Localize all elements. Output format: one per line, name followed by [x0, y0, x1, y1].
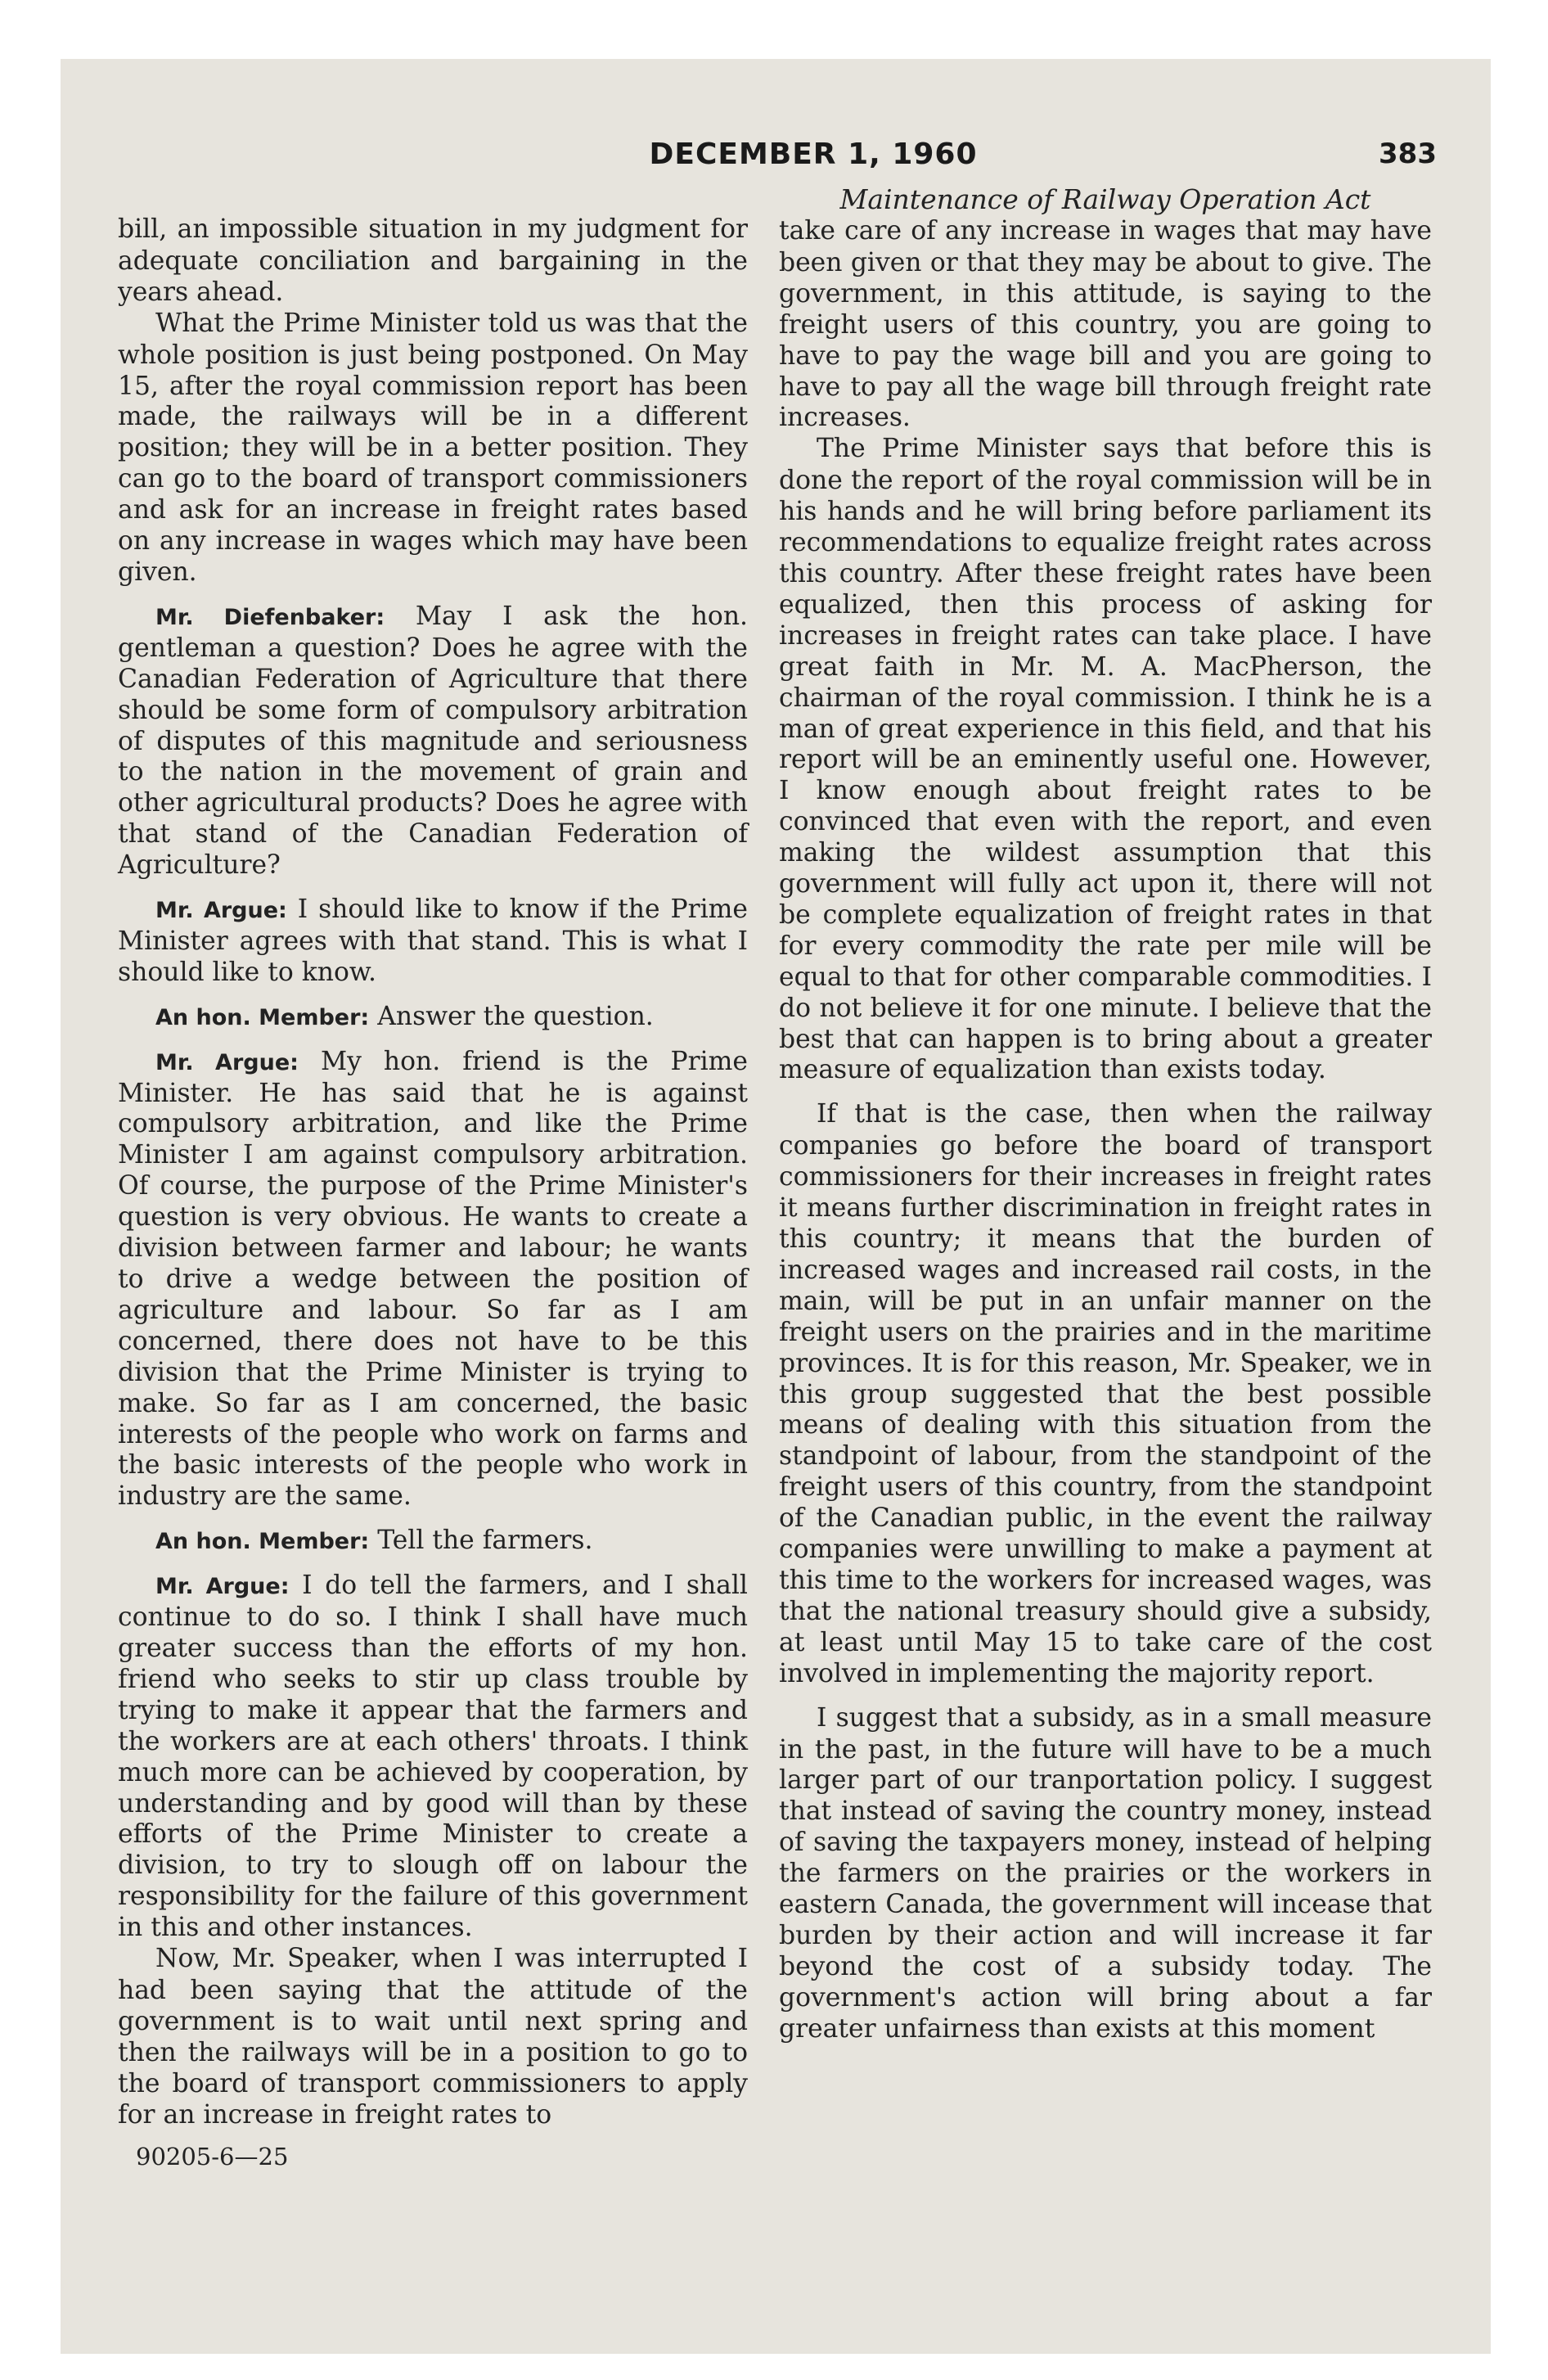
paragraph-text: The Prime Minister says that before this is done the report of the royal commission will be in his hands and he will bring before parliament its recommendations to equalize freight rates across this country. After these freight rates have been equalized, then this process of asking for increases in freight rates can take place. I have great faith in Mr. M. A. MacPherson, the chairman of the royal commission. I think he is a man of great experience in this field, and that his report will be an eminently useful one. However, I know enough about freight rates to be convinced that even with the report, and even making the wildest assumption that this government will fully act upon it, there will not be complete equalization of freight rates in that for every commodity the rate per mile will be equal to that for other comparable commodities. I do not believe it for one minute. I believe that the best that can happen is to bring about a greater measure of equalization than exists today.: [779, 434, 1432, 1085]
paragraph-text: I should like to know if the Prime Minister agrees with that stand. This is what I should like to know.: [118, 895, 748, 987]
paragraph: [118, 214, 748, 309]
paragraph: [118, 1571, 748, 1944]
paragraph: [118, 309, 748, 588]
footer-code: 90205-6—25: [136, 2143, 289, 2171]
right-column: [779, 184, 1432, 2045]
paragraph: [779, 216, 1432, 434]
speaker-name: Mr. Argue:: [155, 1049, 299, 1075]
speaker-name: An hon. Member:: [155, 1529, 370, 1555]
paragraph-text: bill, an impossible situation in my judgment for adequate conciliation and bargaining in the years ahead.: [118, 214, 748, 307]
paragraph-text: If that is the case, then when the railway companies go before the board of transport commissioners for their increases in freight rates it means further discrimination in freight rates in this country; it means that the burden of increased wages and increased rail costs, in the main, will be put in an unfair manner on the freight users on the prairies and in the maritime provinces. It is for this reason, Mr. Speaker, we in this group suggested that the best possible means of dealing with this situation from the standpoint of labour, from the standpoint of the freight users of this country, from the standpoint of the Canadian public, in the event the railway companies were unwilling to make a payment at this time to the workers for increased wages, was that the national treasury should give a subsidy, at least until May 15 to take care of the cost involved in implementing the majority report.: [779, 1099, 1432, 1688]
paragraph: [779, 1099, 1432, 1689]
paragraph: [779, 434, 1432, 1086]
speaker-name: Mr. Diefenbaker:: [155, 604, 385, 630]
paragraph-text: My hon. friend is the Prime Minister. He has said that he is against compulsory arbitration, and like the Prime Minister I am against compulsory arbitration. Of course, the purpose of the Prime Minister's question is very obvious. He wants to create a division between farmer and labour; he wants to drive a wedge between the position of agriculture and labour. So far as I am concerned, there does not have to be this division that the Prime Minister is trying to make. So far as I am concerned, the basic interests of the people who work on farms and the basic interests of the people who work in industry are the same.: [118, 1046, 748, 1512]
speaker-name: Mr. Argue:: [155, 1574, 290, 1600]
paragraph: [118, 1944, 748, 2130]
running-title: Maintenance of Railway Operation Act: [839, 183, 1371, 215]
paragraph-text: Tell the farmers.: [377, 1526, 593, 1556]
paragraph-text: Answer the question.: [377, 1001, 654, 1031]
paragraph: [118, 1047, 748, 1513]
page-header: [118, 137, 1437, 178]
speaker-name: Mr. Argue:: [155, 898, 287, 924]
paragraph-text: I suggest that a subsidy, as in a small measure in the past, in the future will have to be a much larger part of our tranportation policy. I suggest that instead of saving the country money, instead of saving the taxpayers money, instead of helping the farmers on the prairies or the workers in eastern Canada, the government will incease that burden by their action and will increase it far beyond the cost of a subsidy today. The government's action will bring about a far greater unfairness than exists at this moment: [779, 1702, 1432, 2044]
paragraph: [779, 1703, 1432, 2045]
paragraph: [118, 895, 748, 989]
page-number: 383: [1379, 137, 1437, 170]
paragraph-text: I do tell the farmers, and I shall continue to do so. I think I shall have much greater success than the efforts of my hon. friend who seeks to stir up class trouble by trying to make it appear that the farmers and the workers are at each others' throats. I think much more can be achieved by cooperation, by understanding and by good will than by these efforts of the Prime Minister to create a division, to try to slough off on labour the responsibility for the failure of this government in this and other instances.: [118, 1571, 748, 1943]
paragraph-text: What the Prime Minister told us was that the whole position is just being postponed. On May 15, after the royal commission report has been made, the railways will be in a different position; they will be in a better position. They can go to the board of transport commissioners and ask for an increase in freight rates based on any increase in wages which may have been given.: [118, 308, 748, 587]
paragraph: [118, 1002, 748, 1034]
speaker-name: An hon. Member:: [155, 1004, 370, 1030]
left-column: [118, 214, 748, 2173]
paragraph: [118, 1526, 748, 1557]
paragraph: [118, 602, 748, 881]
header-date: DECEMBER 1, 1960: [649, 137, 978, 171]
paragraph-text: May I ask the hon. gentleman a question? Does he agree with the Canadian Federation of Agriculture that there should be some form of compulsory arbitration of disputes of this magnitude and seriousness to the nation in the movement of grain and other agricultural products? Does he agree with that stand of the Canadian Federation of Agriculture?: [118, 601, 749, 881]
paragraph-text: Now, Mr. Speaker, when I was interrupted I had been saying that the attitude of the government is to wait until next spring and then the railways will be in a position to go to the board of transport commissioners to apply for an increase in freight rates to: [118, 1944, 748, 2130]
paragraph-text: take care of any increase in wages that may have been given or that they may be about to give. The government, in this attitude, is saying to the freight users of this country, you are going to have to pay the wage bill and you are going to have to pay all the wage bill through freight rate increases.: [779, 216, 1432, 433]
